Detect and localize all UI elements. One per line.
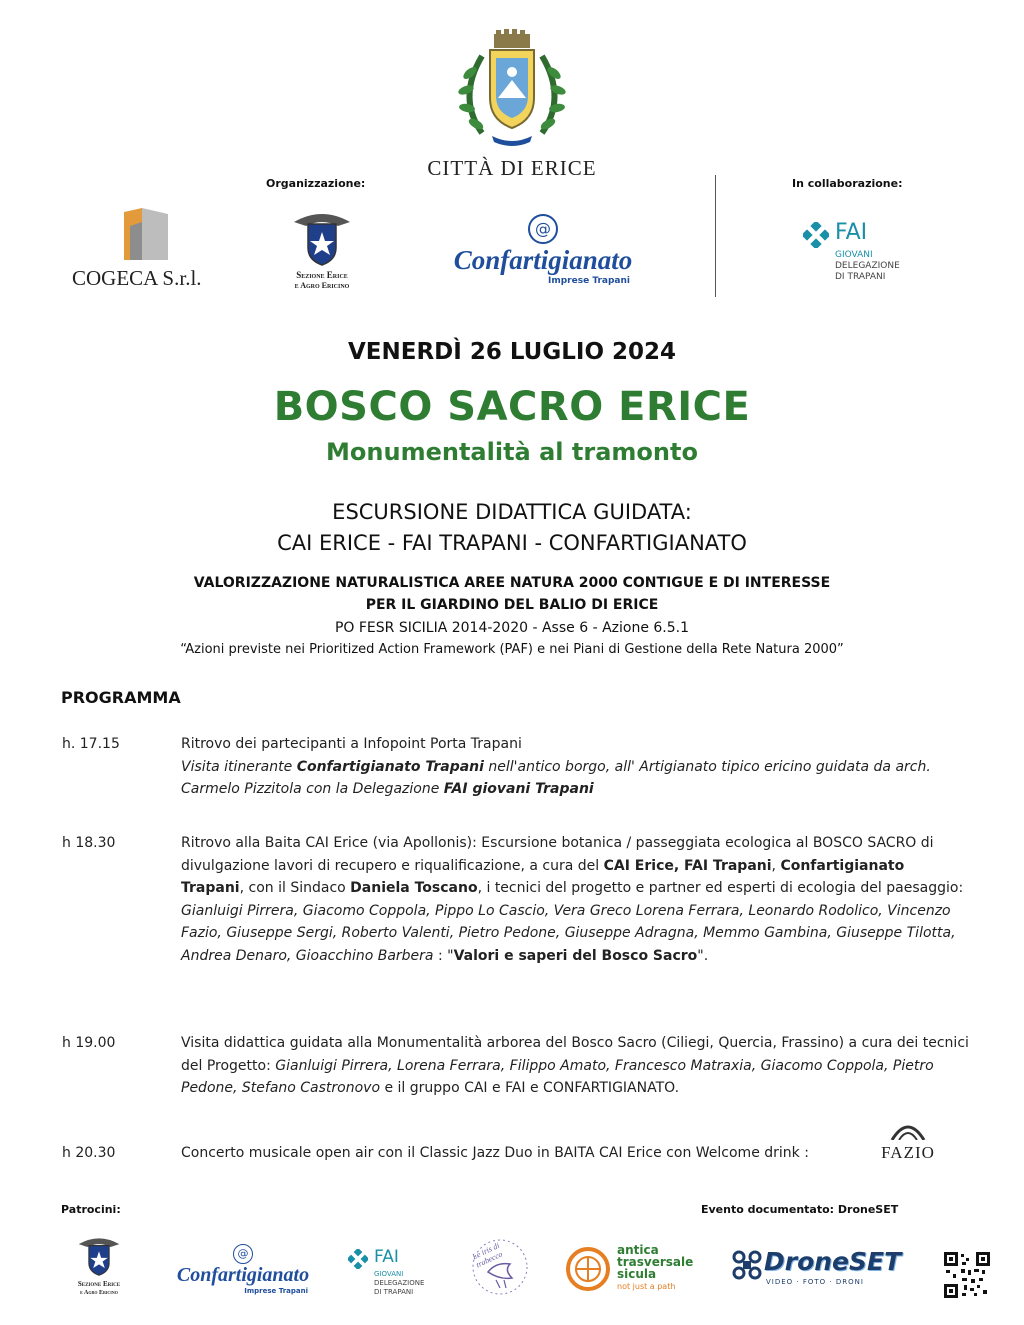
program-text: Visita didattica guidata alla Monumentalità arborea del Bosco Sacro (Ciliegi, Quercia, Frassino) a cura dei tecnici del Progetto: <box>181 1035 969 1074</box>
antica-tagline: not just a path <box>617 1282 676 1291</box>
fai-trapani: DI TRAPANI <box>835 272 886 282</box>
event-date: VENERDÌ 26 LUGLIO 2024 <box>347 339 677 365</box>
fazio-name: FAZIO <box>881 1143 935 1162</box>
program-time-2030: h 20.30 <box>62 1145 116 1161</box>
fai-delegation: DELEGAZIONE <box>374 1279 425 1287</box>
program-text: Concerto musicale open air con il Classic Jazz Duo in BAITA CAI Erice con Welcome drink : <box>181 1145 809 1161</box>
fai-name: FAI <box>835 220 868 245</box>
confartigianato-name: Confartigianato <box>176 1264 310 1286</box>
documented-by-label: Evento documentato: DroneSET <box>701 1203 899 1216</box>
qr-code <box>944 1252 990 1298</box>
footer-confartigianato-logo <box>172 1244 314 1296</box>
header-divider <box>715 175 716 297</box>
program-highlight: Confartigianato Trapani <box>296 758 484 775</box>
droneset-tagline: VIDEO · FOTO · DRONI <box>766 1278 864 1286</box>
fai-trapani: DI TRAPANI <box>374 1288 414 1296</box>
confartigianato-logo <box>448 214 638 284</box>
confartigianato-at-icon: @ <box>233 1244 253 1264</box>
program-text: , <box>771 857 781 874</box>
fai-young: GIOVANI <box>374 1270 404 1278</box>
compass-icon <box>565 1246 611 1292</box>
footer-fai-logo <box>348 1247 444 1297</box>
fazio-arch-icon <box>888 1120 928 1140</box>
actions-quote: “Azioni previste nei Prioritized Action Framework (PAF) e nei Piani di Gestione della Rete Natura 2000” <box>180 642 844 657</box>
program-text: , con il Sindaco <box>239 880 351 896</box>
city-coat-of-arms <box>452 28 572 153</box>
program-text: ". <box>697 947 709 964</box>
fai-young: GIOVANI <box>835 250 873 260</box>
organization-label: Organizzazione: <box>266 177 366 190</box>
fai-logo <box>803 220 923 290</box>
fai-name: FAI <box>374 1247 399 1267</box>
cogeca-building-icon <box>72 208 232 264</box>
valorization-line-2: PER IL GIARDINO DEL BALIO DI ERICE <box>365 597 659 613</box>
cogeca-name: COGECA S.r.l. <box>72 266 202 290</box>
program-heading: PROGRAMMA <box>61 688 181 707</box>
program-highlight: Daniela Toscano <box>350 880 478 896</box>
cai-logo <box>276 208 368 292</box>
confartigianato-at-icon: @ <box>528 214 558 244</box>
footer-cai-logo <box>64 1234 134 1300</box>
cai-eagle-shield-icon <box>77 1234 121 1276</box>
valorization-line-1: VALORIZZAZIONE NATURALISTICA AREE NATURA 2000 CONTIGUE E DI INTERESSE <box>193 575 831 591</box>
city-name: CITTÀ DI ERICE <box>427 156 597 180</box>
confartigianato-sub: Imprese Trapani <box>548 276 630 286</box>
program-item-1900 <box>181 1032 971 1100</box>
cai-section-sub: e Agro Ericino <box>294 281 350 290</box>
cai-eagle-shield-icon <box>292 208 352 266</box>
program-highlight: Confartigianato Trapani <box>181 857 905 896</box>
fai-flower-icon <box>803 222 829 248</box>
program-text: Ritrovo alla Baita CAI Erice (via Apollonis): Escursione botanica / passeggiata ecologica al BOSCO SACRO di divulgazione lavori di recupero e riqualificazione, a cura del <box>181 835 934 874</box>
program-text: , i tecnici del progetto e partner ed esperti di ecologia del paesaggio: <box>477 880 964 896</box>
program-highlight: Valori e saperi del Bosco Sacro <box>453 947 698 964</box>
drone-icon <box>732 1250 762 1280</box>
excursion-line-2: CAI ERICE - FAI TRAPANI - CONFARTIGIANATO <box>277 531 747 555</box>
antica-line-1: antica <box>617 1243 659 1257</box>
cai-section-name: Sezione Erice <box>77 1280 121 1288</box>
fai-delegation: DELEGAZIONE <box>835 261 900 271</box>
program-text: Ritrovo dei partecipanti a Infopoint Porta Trapani <box>181 736 522 752</box>
antica-trasversale-logo <box>565 1244 700 1296</box>
program-time-1830: h 18.30 <box>62 835 116 851</box>
program-item-1715 <box>181 733 971 801</box>
droneset-name: DroneSET <box>764 1247 902 1276</box>
program-time-1715: h. 17.15 <box>62 736 120 752</box>
cogeca-logo <box>72 208 232 288</box>
iris-name: Le iris di trabecco <box>470 1240 504 1270</box>
cai-section-name: Sezione Erice <box>296 270 348 280</box>
program-text: : " <box>433 947 454 964</box>
fai-flower-icon <box>348 1249 368 1269</box>
event-title: BOSCO SACRO ERICE <box>273 384 751 430</box>
confartigianato-sub: Imprese Trapani <box>244 1287 308 1295</box>
program-text: e il gruppo CAI e FAI e CONFARTIGIANATO. <box>380 1080 680 1096</box>
iris-trabecco-logo <box>466 1234 534 1300</box>
program-highlight: CAI Erice, FAI Trapani <box>603 857 772 874</box>
program-experts: Gianluigi Pirrera, Giacomo Coppola, Pippo Lo Cascio, Vera Greco Lorena Ferrara, Leonardo Rodolico, Vincenzo Fazio, Giuseppe Sergi, Roberto Valenti, Pietro Pedone, Giuseppe Adragna, Memmo Gambina, Giuseppe Tilotta, Andrea Denaro, Gioacchino Barbera <box>181 902 956 964</box>
program-highlight: FAI giovani Trapani <box>443 781 594 797</box>
program-text: Visita itinerante <box>181 758 297 775</box>
collaboration-label: In collaborazione: <box>792 177 903 190</box>
antica-line-2: trasversale <box>617 1255 694 1269</box>
program-text: nell'antico borgo, all' Artigianato tipico ericino guidata da arch. Carmelo Pizzitola con la Delegazione <box>181 758 931 797</box>
qr-code-icon <box>944 1252 990 1298</box>
fazio-logo <box>872 1120 944 1162</box>
po-fesr-line: PO FESR SICILIA 2014-2020 - Asse 6 - Azione 6.5.1 <box>334 620 690 636</box>
program-time-1900: h 19.00 <box>62 1035 116 1051</box>
patronage-label: Patrocini: <box>61 1203 121 1216</box>
program-item-1830 <box>181 832 971 967</box>
antica-line-3: sicula <box>617 1267 657 1281</box>
event-subtitle: Monumentalità al tramonto <box>326 438 698 466</box>
cai-section-sub: e Agro Ericino <box>80 1290 118 1296</box>
droneset-logo <box>732 1247 902 1290</box>
program-item-2030 <box>181 1142 871 1165</box>
excursion-line-1: ESCURSIONE DIDATTICA GUIDATA: <box>332 500 692 524</box>
program-technicians: Gianluigi Pirrera, Lorena Ferrara, Filippo Amato, Francesco Matraxia, Giacomo Coppola, Pietro Pedone, Stefano Castronovo <box>181 1057 934 1096</box>
confartigianato-name: Confartigianato <box>453 245 633 275</box>
